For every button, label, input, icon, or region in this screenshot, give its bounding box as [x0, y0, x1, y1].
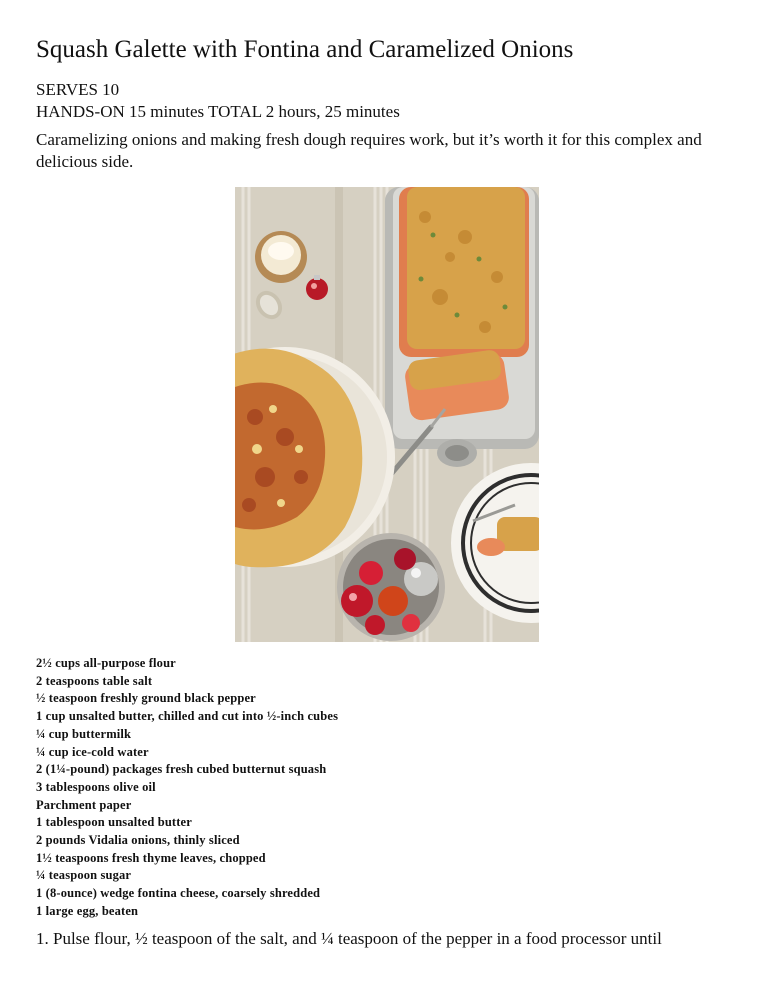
list-item: 1½ teaspoons fresh thyme leaves, chopped [36, 850, 266, 865]
list-item: ½ teaspoon freshly ground black pepper [36, 691, 256, 706]
list-item: ¼ teaspoon sugar [36, 868, 132, 883]
list-item: 1 tablespoon unsalted butter [36, 815, 192, 830]
list-item: 3 tablespoons olive oil [36, 779, 156, 794]
times-line: HANDS-ON 15 minutes TOTAL 2 hours, 25 minutes [36, 102, 400, 121]
list-item: 2½ cups all-purpose flour [36, 656, 176, 670]
list-item: ¼ cup ice-cold water [36, 744, 149, 759]
list-item: Parchment paper [36, 797, 132, 812]
recipe-photo [235, 187, 539, 642]
list-item: 1 large egg, beaten [36, 903, 139, 918]
list-item: 1 (8-ounce) wedge fontina cheese, coarsely shredded [36, 886, 321, 901]
list-item: 1 cup unsalted butter, chilled and cut into ½-inch cubes [36, 709, 339, 724]
step-1-text: 1. Pulse flour, ½ teaspoon of the salt, and ¼ teaspoon of the pepper in a food processor until [36, 929, 662, 948]
ingredient-list [36, 655, 338, 921]
list-item: 2 (1¼-pound) packages fresh cubed butternut squash [36, 762, 327, 777]
recipe-title: Squash Galette with Fontina and Caramelized Onions [36, 36, 574, 63]
recipe-intro: Caramelizing onions and making fresh dough requires work, but it’s worth it for this complex and delicious side. [36, 130, 702, 171]
list-item: 2 teaspoons table salt [36, 673, 153, 688]
list-item: 2 pounds Vidalia onions, thinly sliced [36, 833, 240, 848]
list-item: ¼ cup buttermilk [36, 726, 132, 741]
serves-line: SERVES 10 [36, 80, 120, 99]
